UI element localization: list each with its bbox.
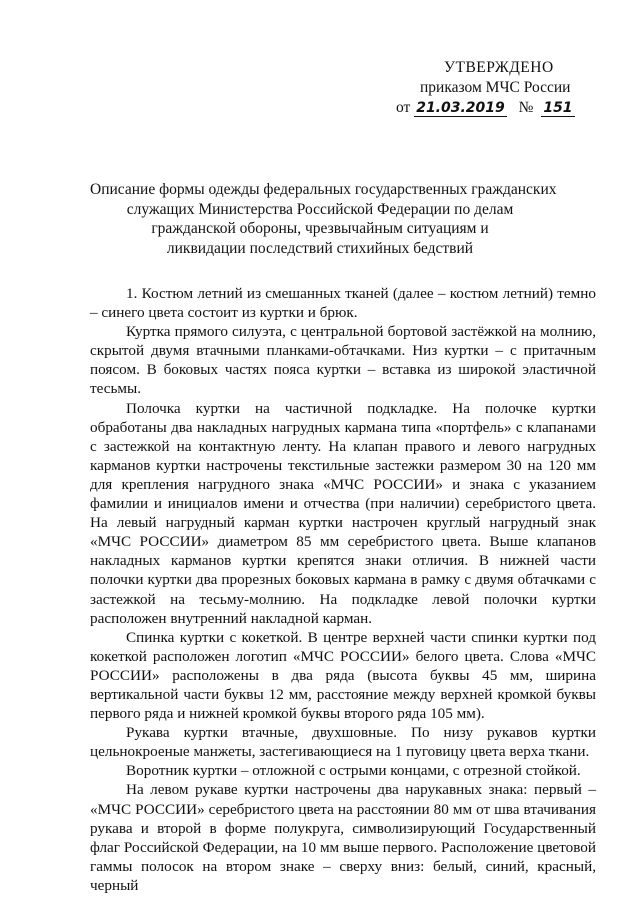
- date-prefix: от: [396, 99, 411, 116]
- document-body: [90, 284, 596, 895]
- handwritten-date: 21.03.2019: [416, 100, 505, 116]
- title-line: Описание формы одежды федеральных государственных гражданских: [90, 181, 557, 198]
- paragraph: Куртка прямого силуэта, с центральной бортовой застёжкой на молнию, скрытой двумя втачными планками-обтачками. Низ куртки – с притачным поясом. В боковых частях пояса куртки – вставка из широкой эластичной тесьмы.: [90, 323, 596, 398]
- number-label: №: [518, 99, 534, 116]
- paragraph: Спинка куртки с кокеткой. В центре верхней части спинки куртки под кокеткой расположен логотип «МЧС РОССИИ» белого цвета. Слова «МЧС РОССИИ» расположены в два ряда (высота буквы 45 мм, ширина вертикальной части буквы 12 мм, расстояние между верхней кромкой буквы первого ряда и нижней кромкой буквы второго ряда 105 мм).: [90, 628, 596, 723]
- title-line: ликвидации последствий стихийных бедствий: [166, 239, 474, 257]
- title-line: служащих Министерства Российской Федерации по делам: [126, 200, 514, 218]
- paragraph: Полочка куртки на частичной подкладке. На полочке куртки обработаны два накладных нагрудных кармана типа «портфель» с клапанами с застежкой на контактную ленту. На клапан правого и левого нагрудных карманов куртки настрочены текстильные застежки размером 30 на 120 мм для крепления нагрудного знака «МЧС РОССИИ» и знака с указанием фамилии и инициалов имени и отчества (при наличии) серебристого цвета. На левый нагрудный карман куртки настрочен круглый нагрудный знак «МЧС РОССИИ» диаметром 85 мм серебристого цвета. Выше клапанов накладных карманов куртки крепятся знаки отличия. В нижней части полочки куртки два прорезных боковых кармана в рамку с двумя обтачками с застежкой на тесьму-молнию. На подкладке левой полочки куртки расположен внутренний накладной карман.: [90, 399, 596, 627]
- paragraph: 1. Костюм летний из смешанных тканей (далее – костюм летний) темно – синего цвета состоит из куртки и брюк.: [90, 285, 596, 322]
- paragraph: Воротник куртки – отложной с острыми концами, с отрезной стойкой.: [126, 762, 581, 780]
- approval-stamp: УТВЕРЖДЕНО: [444, 59, 554, 76]
- title-line: гражданской обороны, чрезвычайным ситуациям и: [151, 220, 489, 237]
- approval-block: [396, 58, 596, 118]
- paragraph: На левом рукаве куртки настрочены два нарукавных знака: первый – «МЧС РОССИИ» серебристого цвета на расстоянии 80 мм от шва втачивания рукава и второй в форме полукруга, символизирующий Государственный флаг Российской Федерации, на 10 мм выше первого. Расположение цветовой гаммы полосок на втором знаке – сверху вниз: белый, синий, красный, черный: [90, 781, 596, 894]
- approval-order-line: приказом МЧС России: [420, 79, 571, 96]
- handwritten-number: 151: [543, 100, 573, 116]
- paragraph: Рукава куртки втачные, двухшовные. По низу рукавов куртки цельнокроеные манжеты, застегивающиеся на 1 пуговицу цвета верха ткани.: [90, 724, 596, 761]
- document-title: [90, 180, 557, 258]
- approval-date-line: [396, 98, 596, 118]
